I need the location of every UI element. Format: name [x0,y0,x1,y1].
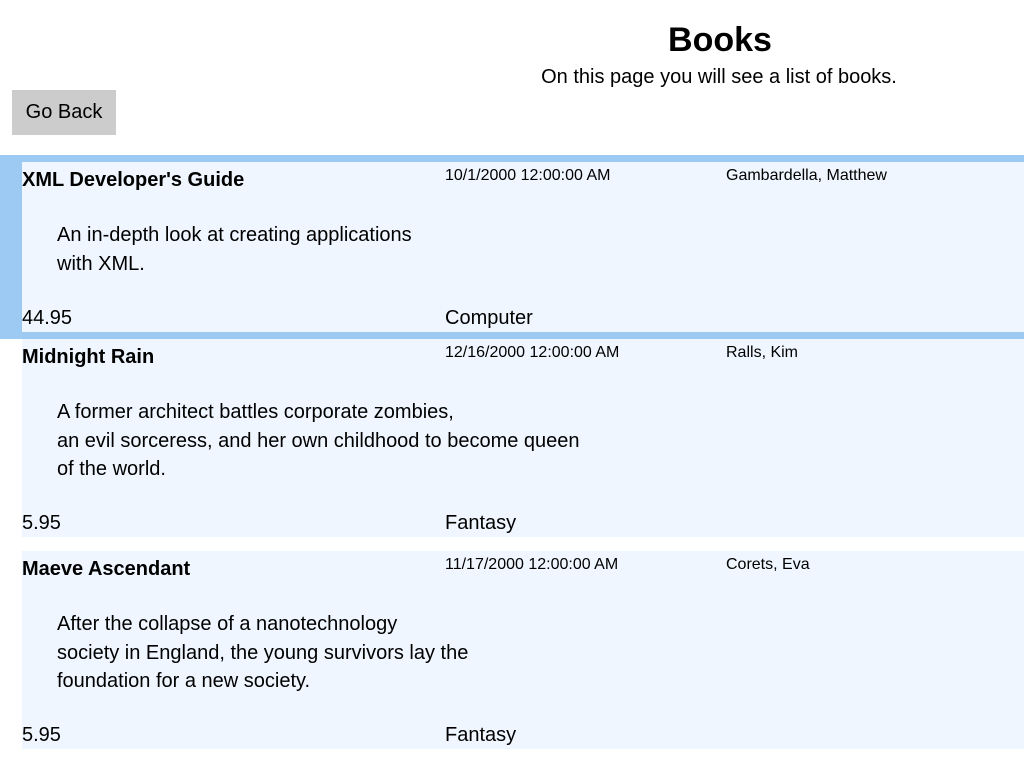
book-list-item[interactable] [22,551,1024,749]
book-author: Ralls, Kim [726,344,799,361]
book-genre: Fantasy [445,512,517,534]
page-subtitle: On this page you will see a list of books. [541,66,897,88]
book-description: After the collapse of a nanotechnology society in England, the young survivors lay the foundation for a new society. [57,613,469,692]
book-genre: Computer [445,307,533,329]
book-description: An in-depth look at creating applications with XML. [57,224,412,275]
book-list [0,155,1024,749]
book-author: Corets, Eva [726,556,810,573]
book-item-content [22,339,1024,537]
book-list-item[interactable] [22,339,1024,537]
book-description: A former architect battles corporate zombies, an evil sorceress, and her own childhood to become queen of the world. [57,401,580,480]
go-back-button[interactable]: Go Back [12,90,116,135]
page-title: Books [668,21,772,59]
book-title: XML Developer's Guide [22,169,245,191]
book-list-item[interactable] [0,155,1024,339]
book-price: 5.95 [22,724,61,746]
book-publish-date: 12/16/2000 12:00:00 AM [445,344,620,361]
book-title: Midnight Rain [22,346,155,368]
book-item-content [22,551,1024,749]
book-author: Gambardella, Matthew [726,167,887,184]
book-genre: Fantasy [445,724,517,746]
book-price: 44.95 [22,307,73,329]
list-item-spacer [0,537,1024,551]
book-item-content [22,162,1024,332]
book-publish-date: 10/1/2000 12:00:00 AM [445,167,611,184]
book-publish-date: 11/17/2000 12:00:00 AM [445,556,619,573]
book-price: 5.95 [22,512,61,534]
book-title: Maeve Ascendant [22,558,191,580]
